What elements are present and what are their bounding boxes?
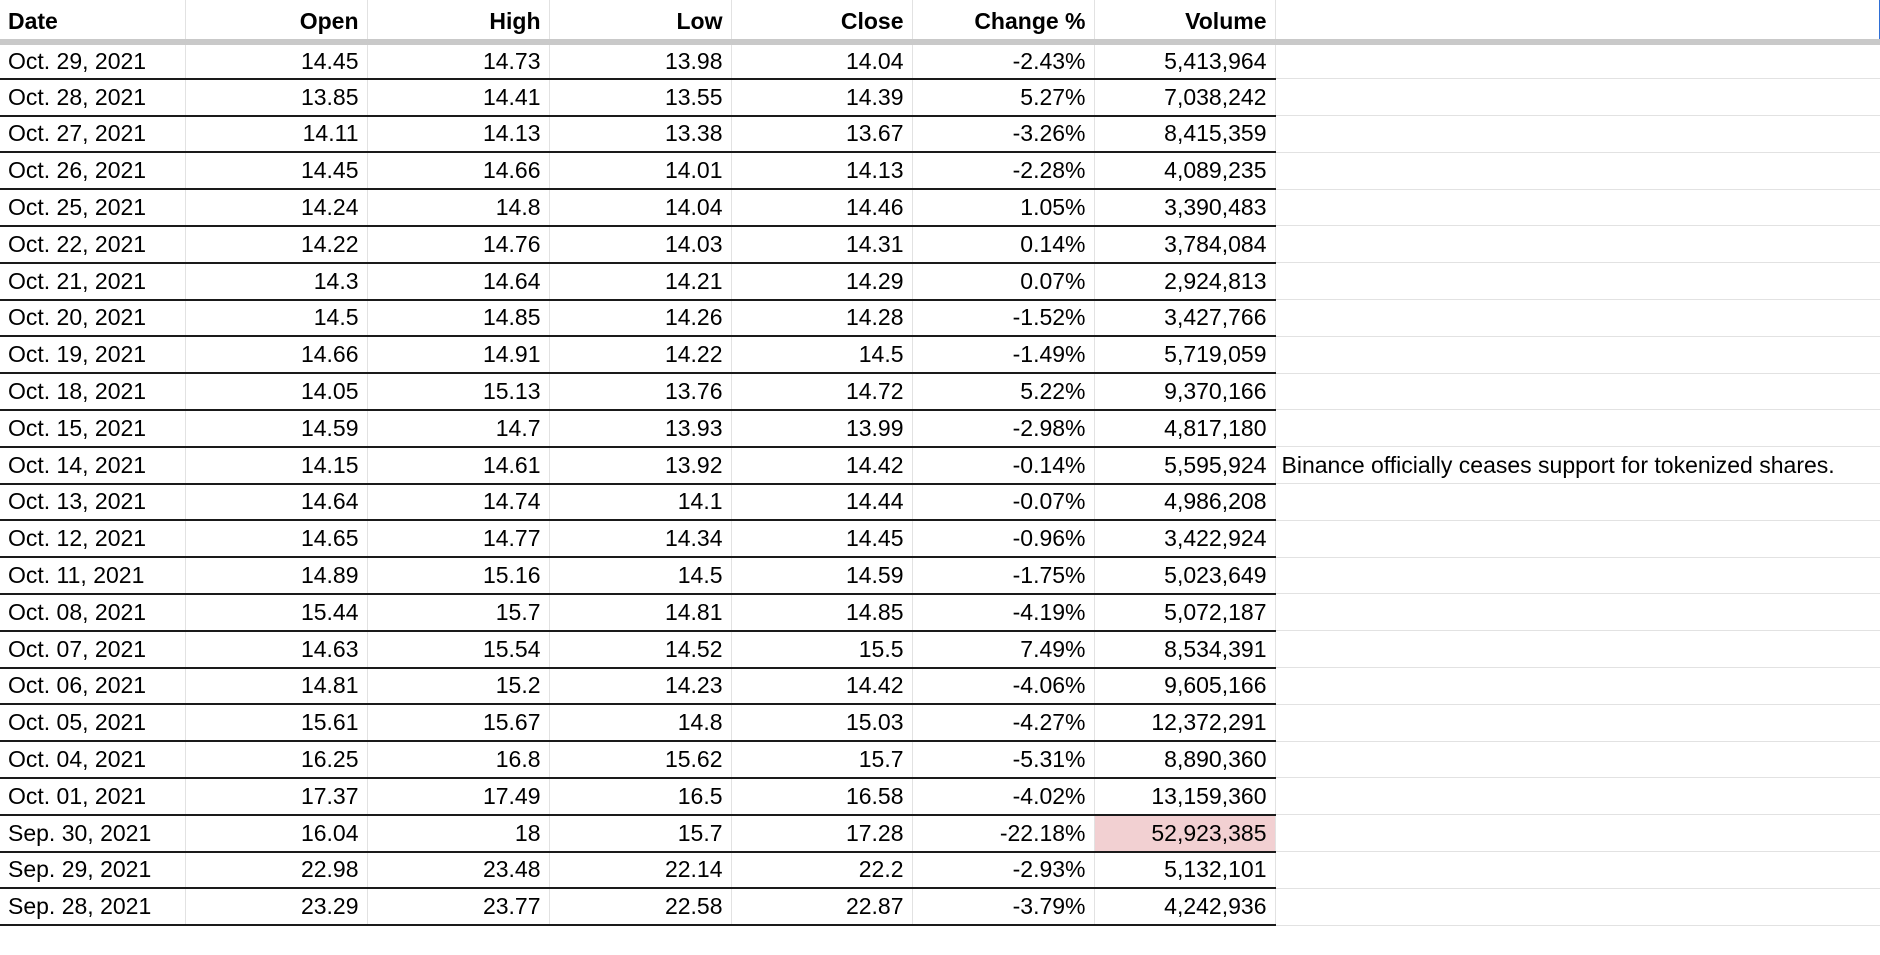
cell-open[interactable]: 16.04 <box>185 815 367 852</box>
cell-note[interactable] <box>1275 226 1880 263</box>
header-volume[interactable]: Volume <box>1094 0 1275 42</box>
cell-close[interactable]: 14.28 <box>731 300 912 337</box>
table-row <box>0 410 1880 447</box>
cell-volume[interactable]: 8,534,391 <box>1094 631 1275 668</box>
cell-low[interactable]: 13.76 <box>549 373 731 410</box>
cell-high[interactable]: 14.85 <box>367 300 549 337</box>
cell-close[interactable]: 14.31 <box>731 226 912 263</box>
cell-change[interactable]: -4.27% <box>912 704 1094 741</box>
cell-note[interactable] <box>1275 484 1880 521</box>
cell-close[interactable]: 15.7 <box>731 741 912 778</box>
cell-volume[interactable]: 52,923,385 <box>1094 815 1275 852</box>
cell-change[interactable]: -1.52% <box>912 300 1094 337</box>
cell-volume[interactable]: 9,370,166 <box>1094 373 1275 410</box>
cell-change[interactable]: -22.18% <box>912 815 1094 852</box>
cell-high[interactable]: 17.49 <box>367 778 549 815</box>
cell-open[interactable]: 23.29 <box>185 888 367 925</box>
cell-note[interactable] <box>1275 704 1880 741</box>
table-row <box>0 300 1880 337</box>
cell-note[interactable] <box>1275 778 1880 815</box>
cell-volume[interactable]: 5,413,964 <box>1094 42 1275 79</box>
cell-close[interactable]: 14.42 <box>731 447 912 484</box>
cell-close[interactable]: 16.58 <box>731 778 912 815</box>
cell-change[interactable]: 0.07% <box>912 263 1094 300</box>
table-row <box>0 778 1880 815</box>
cell-close[interactable]: 14.39 <box>731 79 912 116</box>
table-row <box>0 557 1880 594</box>
table-row <box>0 484 1880 521</box>
cell-note[interactable] <box>1275 631 1880 668</box>
cell-low[interactable]: 13.93 <box>549 410 731 447</box>
cell-low[interactable]: 14.04 <box>549 189 731 226</box>
table-row <box>0 594 1880 631</box>
cell-note[interactable] <box>1275 815 1880 852</box>
cell-note[interactable] <box>1275 668 1880 705</box>
cell-volume[interactable]: 4,817,180 <box>1094 410 1275 447</box>
cell-note[interactable] <box>1275 79 1880 116</box>
cell-volume[interactable]: 8,890,360 <box>1094 741 1275 778</box>
cell-date[interactable]: Oct. 14, 2021 <box>0 447 185 484</box>
table-row <box>0 447 1880 484</box>
cell-date[interactable]: Sep. 28, 2021 <box>0 888 185 925</box>
cell-change[interactable]: -2.43% <box>912 42 1094 79</box>
cell-note[interactable] <box>1275 557 1880 594</box>
cell-change[interactable]: 7.49% <box>912 631 1094 668</box>
cell-date[interactable]: Sep. 29, 2021 <box>0 852 185 889</box>
cell-low[interactable]: 14.8 <box>549 704 731 741</box>
table-row <box>0 226 1880 263</box>
cell-open[interactable]: 14.22 <box>185 226 367 263</box>
cell-high[interactable]: 14.13 <box>367 116 549 153</box>
cell-open[interactable]: 15.44 <box>185 594 367 631</box>
cell-low[interactable]: 22.14 <box>549 852 731 889</box>
cell-change[interactable]: -2.28% <box>912 152 1094 189</box>
cell-close[interactable]: 14.59 <box>731 557 912 594</box>
cell-close[interactable]: 17.28 <box>731 815 912 852</box>
cell-volume[interactable]: 3,422,924 <box>1094 520 1275 557</box>
cell-close[interactable]: 14.72 <box>731 373 912 410</box>
cell-volume[interactable]: 5,072,187 <box>1094 594 1275 631</box>
cell-note[interactable] <box>1275 594 1880 631</box>
table-row <box>0 116 1880 153</box>
header-row <box>0 0 1880 42</box>
cell-change[interactable]: -2.98% <box>912 410 1094 447</box>
table-row <box>0 336 1880 373</box>
cell-high[interactable]: 14.77 <box>367 520 549 557</box>
cell-date[interactable]: Oct. 06, 2021 <box>0 668 185 705</box>
cell-low[interactable]: 14.22 <box>549 336 731 373</box>
cell-low[interactable]: 13.92 <box>549 447 731 484</box>
cell-date[interactable]: Oct. 15, 2021 <box>0 410 185 447</box>
cell-open[interactable]: 14.15 <box>185 447 367 484</box>
cell-high[interactable]: 15.54 <box>367 631 549 668</box>
cell-close[interactable]: 13.67 <box>731 116 912 153</box>
header-close[interactable]: Close <box>731 0 912 42</box>
table-row <box>0 42 1880 79</box>
cell-high[interactable]: 15.67 <box>367 704 549 741</box>
cell-high[interactable]: 15.13 <box>367 373 549 410</box>
cell-open[interactable]: 14.63 <box>185 631 367 668</box>
table-row <box>0 668 1880 705</box>
cell-volume[interactable]: 4,089,235 <box>1094 152 1275 189</box>
cell-open[interactable]: 14.3 <box>185 263 367 300</box>
cell-change[interactable]: -1.49% <box>912 336 1094 373</box>
cell-open[interactable]: 14.24 <box>185 189 367 226</box>
cell-close[interactable]: 14.42 <box>731 668 912 705</box>
cell-date[interactable]: Oct. 08, 2021 <box>0 594 185 631</box>
header-date[interactable]: Date <box>0 0 185 42</box>
cell-date[interactable]: Oct. 18, 2021 <box>0 373 185 410</box>
cell-low[interactable]: 13.38 <box>549 116 731 153</box>
cell-note[interactable] <box>1275 42 1880 79</box>
cell-volume[interactable]: 2,924,813 <box>1094 263 1275 300</box>
cell-note[interactable] <box>1275 116 1880 153</box>
table-row <box>0 373 1880 410</box>
cell-open[interactable]: 14.5 <box>185 300 367 337</box>
cell-close[interactable]: 22.2 <box>731 852 912 889</box>
cell-note[interactable] <box>1275 373 1880 410</box>
cell-low[interactable]: 14.52 <box>549 631 731 668</box>
cell-date[interactable]: Oct. 25, 2021 <box>0 189 185 226</box>
cell-open[interactable]: 14.11 <box>185 116 367 153</box>
table-body <box>0 42 1880 925</box>
cell-date[interactable]: Sep. 30, 2021 <box>0 815 185 852</box>
cell-low[interactable]: 14.81 <box>549 594 731 631</box>
cell-note[interactable] <box>1275 189 1880 226</box>
cell-volume[interactable]: 5,023,649 <box>1094 557 1275 594</box>
cell-close[interactable]: 14.04 <box>731 42 912 79</box>
cell-open[interactable]: 22.98 <box>185 852 367 889</box>
cell-open[interactable]: 14.59 <box>185 410 367 447</box>
cell-note[interactable] <box>1275 152 1880 189</box>
cell-low[interactable]: 15.62 <box>549 741 731 778</box>
cell-date[interactable]: Oct. 26, 2021 <box>0 152 185 189</box>
cell-low[interactable]: 14.5 <box>549 557 731 594</box>
cell-close[interactable]: 14.45 <box>731 520 912 557</box>
cell-note[interactable] <box>1275 410 1880 447</box>
cell-note[interactable]: Binance officially ceases support for tokenized shares. <box>1275 447 1880 484</box>
cell-date[interactable]: Oct. 13, 2021 <box>0 484 185 521</box>
cell-volume[interactable]: 12,372,291 <box>1094 704 1275 741</box>
cell-date[interactable]: Oct. 05, 2021 <box>0 704 185 741</box>
cell-change[interactable]: 1.05% <box>912 189 1094 226</box>
cell-open[interactable]: 14.45 <box>185 152 367 189</box>
cell-low[interactable]: 14.03 <box>549 226 731 263</box>
table-row <box>0 704 1880 741</box>
cell-open[interactable]: 14.64 <box>185 484 367 521</box>
cell-close[interactable]: 13.99 <box>731 410 912 447</box>
table-row <box>0 520 1880 557</box>
cell-low[interactable]: 15.7 <box>549 815 731 852</box>
cell-date[interactable]: Oct. 29, 2021 <box>0 42 185 79</box>
cell-open[interactable]: 13.85 <box>185 79 367 116</box>
cell-change[interactable]: -1.75% <box>912 557 1094 594</box>
cell-open[interactable]: 14.45 <box>185 42 367 79</box>
cell-close[interactable]: 15.5 <box>731 631 912 668</box>
cell-low[interactable]: 14.23 <box>549 668 731 705</box>
cell-date[interactable]: Oct. 21, 2021 <box>0 263 185 300</box>
cell-low[interactable]: 14.34 <box>549 520 731 557</box>
cell-volume[interactable]: 5,595,924 <box>1094 447 1275 484</box>
cell-change[interactable]: -0.96% <box>912 520 1094 557</box>
cell-high[interactable]: 18 <box>367 815 549 852</box>
cell-change[interactable]: -0.07% <box>912 484 1094 521</box>
cell-high[interactable]: 14.7 <box>367 410 549 447</box>
cell-high[interactable]: 15.7 <box>367 594 549 631</box>
cell-change[interactable]: -0.14% <box>912 447 1094 484</box>
cell-high[interactable]: 14.8 <box>367 189 549 226</box>
cell-low[interactable]: 14.01 <box>549 152 731 189</box>
cell-date[interactable]: Oct. 11, 2021 <box>0 557 185 594</box>
header-high[interactable]: High <box>367 0 549 42</box>
cell-open[interactable]: 14.66 <box>185 336 367 373</box>
cell-close[interactable]: 14.85 <box>731 594 912 631</box>
table-row <box>0 741 1880 778</box>
table-row <box>0 815 1880 852</box>
cell-open[interactable]: 14.81 <box>185 668 367 705</box>
cell-high[interactable]: 16.8 <box>367 741 549 778</box>
cell-volume[interactable]: 9,605,166 <box>1094 668 1275 705</box>
cell-date[interactable]: Oct. 07, 2021 <box>0 631 185 668</box>
table-row <box>0 263 1880 300</box>
table-row <box>0 79 1880 116</box>
header-change[interactable]: Change % <box>912 0 1094 42</box>
cell-high[interactable]: 14.66 <box>367 152 549 189</box>
cell-close[interactable]: 14.29 <box>731 263 912 300</box>
cell-close[interactable]: 14.5 <box>731 336 912 373</box>
cell-change[interactable]: -2.93% <box>912 852 1094 889</box>
cell-low[interactable]: 13.98 <box>549 42 731 79</box>
cell-change[interactable]: 0.14% <box>912 226 1094 263</box>
cell-change[interactable]: -4.02% <box>912 778 1094 815</box>
cell-open[interactable]: 17.37 <box>185 778 367 815</box>
cell-high[interactable]: 14.41 <box>367 79 549 116</box>
cell-volume[interactable]: 5,132,101 <box>1094 852 1275 889</box>
cell-low[interactable]: 14.26 <box>549 300 731 337</box>
cell-close[interactable]: 14.44 <box>731 484 912 521</box>
cell-change[interactable]: 5.22% <box>912 373 1094 410</box>
cell-low[interactable]: 22.58 <box>549 888 731 925</box>
cell-change[interactable]: -4.19% <box>912 594 1094 631</box>
header-open[interactable]: Open <box>185 0 367 42</box>
table-row <box>0 631 1880 668</box>
cell-date[interactable]: Oct. 27, 2021 <box>0 116 185 153</box>
cell-open[interactable]: 16.25 <box>185 741 367 778</box>
cell-high[interactable]: 14.64 <box>367 263 549 300</box>
cell-note[interactable] <box>1275 741 1880 778</box>
cell-volume[interactable]: 4,242,936 <box>1094 888 1275 925</box>
cell-low[interactable]: 13.55 <box>549 79 731 116</box>
cell-volume[interactable]: 3,427,766 <box>1094 300 1275 337</box>
cell-note[interactable] <box>1275 263 1880 300</box>
table-row <box>0 189 1880 226</box>
cell-open[interactable]: 15.61 <box>185 704 367 741</box>
cell-low[interactable]: 14.21 <box>549 263 731 300</box>
cell-volume[interactable]: 4,986,208 <box>1094 484 1275 521</box>
cell-high[interactable]: 14.76 <box>367 226 549 263</box>
cell-high[interactable]: 14.91 <box>367 336 549 373</box>
cell-close[interactable]: 14.46 <box>731 189 912 226</box>
cell-note[interactable] <box>1275 300 1880 337</box>
cell-volume[interactable]: 5,719,059 <box>1094 336 1275 373</box>
cell-high[interactable]: 14.73 <box>367 42 549 79</box>
cell-note[interactable] <box>1275 520 1880 557</box>
cell-volume[interactable]: 13,159,360 <box>1094 778 1275 815</box>
cell-change[interactable]: -5.31% <box>912 741 1094 778</box>
cell-date[interactable]: Oct. 12, 2021 <box>0 520 185 557</box>
cell-date[interactable]: Oct. 04, 2021 <box>0 741 185 778</box>
table-row <box>0 852 1880 889</box>
cell-open[interactable]: 14.05 <box>185 373 367 410</box>
header-low[interactable]: Low <box>549 0 731 42</box>
cell-close[interactable]: 14.13 <box>731 152 912 189</box>
cell-close[interactable]: 22.87 <box>731 888 912 925</box>
cell-high[interactable]: 15.16 <box>367 557 549 594</box>
cell-change[interactable]: -3.26% <box>912 116 1094 153</box>
cell-note[interactable] <box>1275 852 1880 889</box>
cell-note[interactable] <box>1275 888 1880 925</box>
cell-date[interactable]: Oct. 20, 2021 <box>0 300 185 337</box>
cell-date[interactable]: Oct. 19, 2021 <box>0 336 185 373</box>
selected-cell[interactable] <box>1275 0 1880 42</box>
cell-close[interactable]: 15.03 <box>731 704 912 741</box>
cell-high[interactable]: 23.48 <box>367 852 549 889</box>
cell-low[interactable]: 14.1 <box>549 484 731 521</box>
cell-change[interactable]: 5.27% <box>912 79 1094 116</box>
cell-note[interactable] <box>1275 336 1880 373</box>
cell-low[interactable]: 16.5 <box>549 778 731 815</box>
cell-date[interactable]: Oct. 22, 2021 <box>0 226 185 263</box>
cell-open[interactable]: 14.65 <box>185 520 367 557</box>
cell-date[interactable]: Oct. 28, 2021 <box>0 79 185 116</box>
cell-volume[interactable]: 8,415,359 <box>1094 116 1275 153</box>
cell-volume[interactable]: 3,390,483 <box>1094 189 1275 226</box>
cell-high[interactable]: 15.2 <box>367 668 549 705</box>
cell-volume[interactable]: 3,784,084 <box>1094 226 1275 263</box>
cell-change[interactable]: -4.06% <box>912 668 1094 705</box>
cell-open[interactable]: 14.89 <box>185 557 367 594</box>
table-row <box>0 152 1880 189</box>
cell-volume[interactable]: 7,038,242 <box>1094 79 1275 116</box>
cell-change[interactable]: -3.79% <box>912 888 1094 925</box>
table-row <box>0 888 1880 925</box>
cell-high[interactable]: 14.61 <box>367 447 549 484</box>
cell-high[interactable]: 14.74 <box>367 484 549 521</box>
cell-high[interactable]: 23.77 <box>367 888 549 925</box>
cell-date[interactable]: Oct. 01, 2021 <box>0 778 185 815</box>
